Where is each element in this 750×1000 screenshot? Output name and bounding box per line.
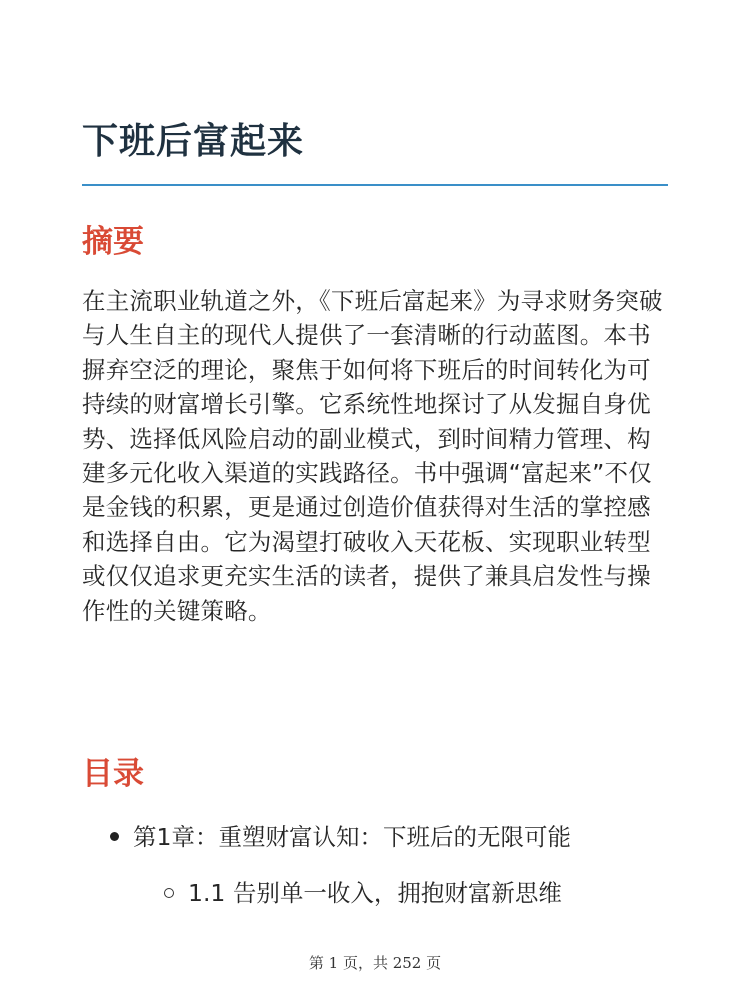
toc-item-section-1-1[interactable] xyxy=(164,876,562,910)
toc-item-chapter-1[interactable] xyxy=(110,820,571,854)
toc-heading: 目录 xyxy=(82,756,144,792)
toc-item-label: 第1章：重塑财富认知：下班后的无限可能 xyxy=(133,823,571,851)
page-footer: 第 1 页，共 252 页 xyxy=(308,954,442,972)
bullet-dot-icon xyxy=(110,832,119,841)
document-title: 下班后富起来 xyxy=(82,121,305,162)
toc-item-label: 1.1 告别单一收入，拥抱财富新思维 xyxy=(188,879,562,907)
title-divider xyxy=(82,184,668,186)
abstract-paragraph: 在主流职业轨道之外，《下班后富起来》为寻求财务突破与人生自主的现代人提供了一套清晰的行动蓝图。本书摒弃空泛的理论，聚焦于如何将下班后的时间转化为可持续的财富增长引擎。它系统性地探讨了从发掘自身优势、选择低风险启动的副业模式，到时间精力管理、构建多元化收入渠道的实践路径。书中强调“富起来”不仅是金钱的积累，更是通过创造价值获得对生活的掌控感和选择自由。它为渴望打破收入天花板、实现职业转型或仅仅追求更充实生活的读者，提供了兼具启发性与操作性的关键策略。 xyxy=(82,287,663,625)
bullet-circle-icon xyxy=(164,888,174,898)
abstract-heading: 摘要 xyxy=(82,224,144,260)
